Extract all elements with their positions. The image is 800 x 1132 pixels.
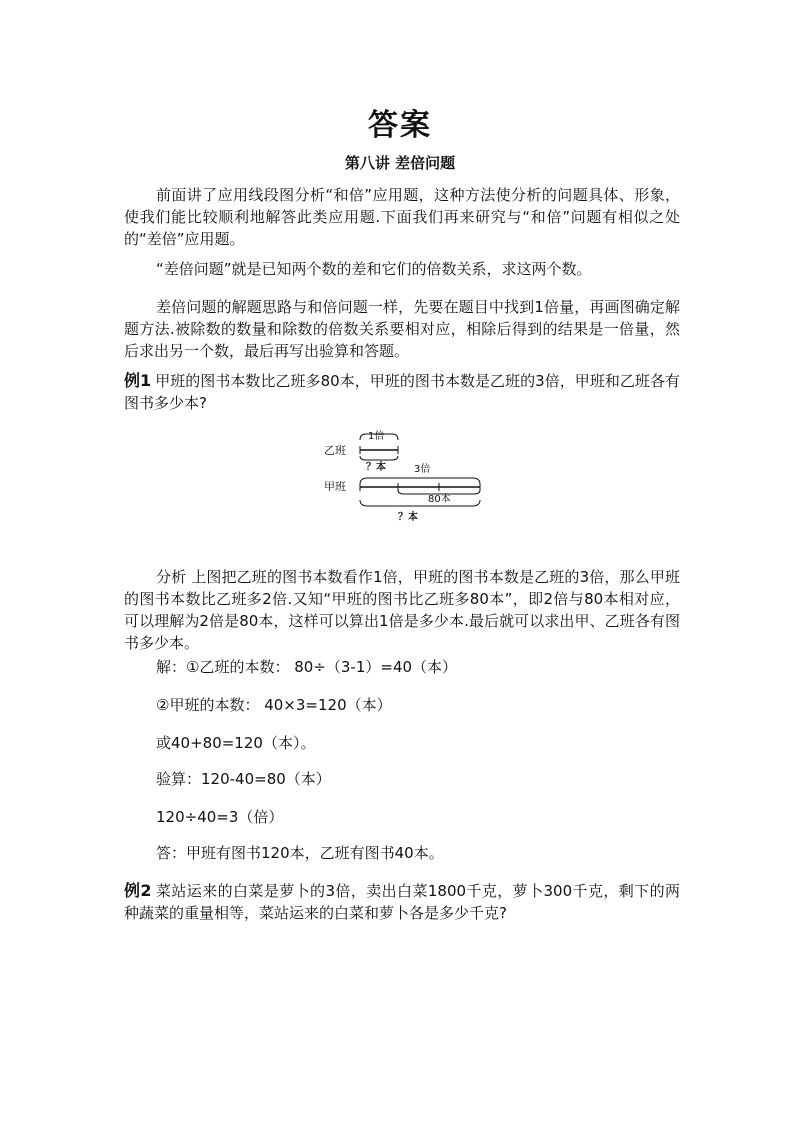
yi-unknown-label: ？本 [366, 462, 386, 473]
line-segment-diagram [320, 430, 500, 526]
check-step-2: 120÷40=3（倍） [156, 808, 284, 826]
example2-text: 菜站运来的白菜是萝卜的3倍，卖出白菜1800千克，萝卜300千克，剩下的两种蔬菜的重量相等，菜站运来的白菜和萝卜各是多少千克? [124, 882, 680, 922]
example2-label: 例2 [124, 881, 152, 900]
jia-class-label: 甲班 [324, 480, 346, 493]
check-step-1: 验算：120-40=80（本） [156, 770, 331, 788]
intro-paragraph-3: 差倍问题的解题思路与和倍问题一样，先要在题目中找到1倍量，再画图确定解题方法.被除数的数量和除数的倍数关系要相对应，相除后得到的结果是一倍量，然后求出另一个数，最后再写出验算和答题。 [124, 298, 680, 360]
solution-step-2: ②甲班的本数： 40×3=120（本） [156, 696, 392, 714]
example1-label: 例1 [124, 371, 152, 390]
solution-step-3: 或40+80=120（本）。 [156, 734, 316, 752]
jia-unknown-label: ？本 [398, 512, 418, 523]
intro-paragraph-2: “差倍问题”就是已知两个数的差和它们的倍数关系，求这两个数。 [156, 260, 592, 278]
example1-analysis: 分析 上图把乙班的图书本数看作1倍，甲班的图书本数是乙班的3倍，那么甲班的图书本数比乙班多2倍.又知“甲班的图书比乙班多80本”，即2倍与80本相对应，可以理解为2倍是80本，这样可以算出1倍是多少本.最后就可以求出甲、乙班各有图书多少本。 [124, 568, 680, 652]
intro-paragraph-1: 前面讲了应用线段图分析“和倍”应用题，这种方法使分析的问题具体、形象，使我们能比较顺利地解答此类应用题.下面我们再来研究与“和倍”问题有相似之处的“差倍”应用题。 [124, 186, 680, 248]
three-times-label: 3倍 [414, 464, 431, 475]
solution-step-1: 解：①乙班的本数： 80÷（3-1）=40（本） [156, 658, 458, 676]
yi-unknown-brace [360, 456, 398, 460]
line-segment-diagram-svg [320, 430, 500, 526]
example2-question [124, 880, 680, 924]
lecture-subtitle: 第八讲 差倍问题 [344, 154, 456, 172]
jia-total-brace [360, 500, 480, 506]
yi-one-times-label: 1倍 [368, 431, 385, 442]
example1-text: 甲班的图书本数比乙班多80本，甲班的图书本数是乙班的3倍，甲班和乙班各有图书多少本? [124, 372, 680, 412]
yi-class-label: 乙班 [324, 444, 346, 457]
jia-three-times-brace [360, 478, 480, 484]
diff-label: 80本 [428, 494, 451, 505]
page-title: 答案 [368, 108, 432, 143]
answer-line: 答：甲班有图书120本，乙班有图书40本。 [156, 844, 444, 862]
example1-question [124, 370, 680, 414]
